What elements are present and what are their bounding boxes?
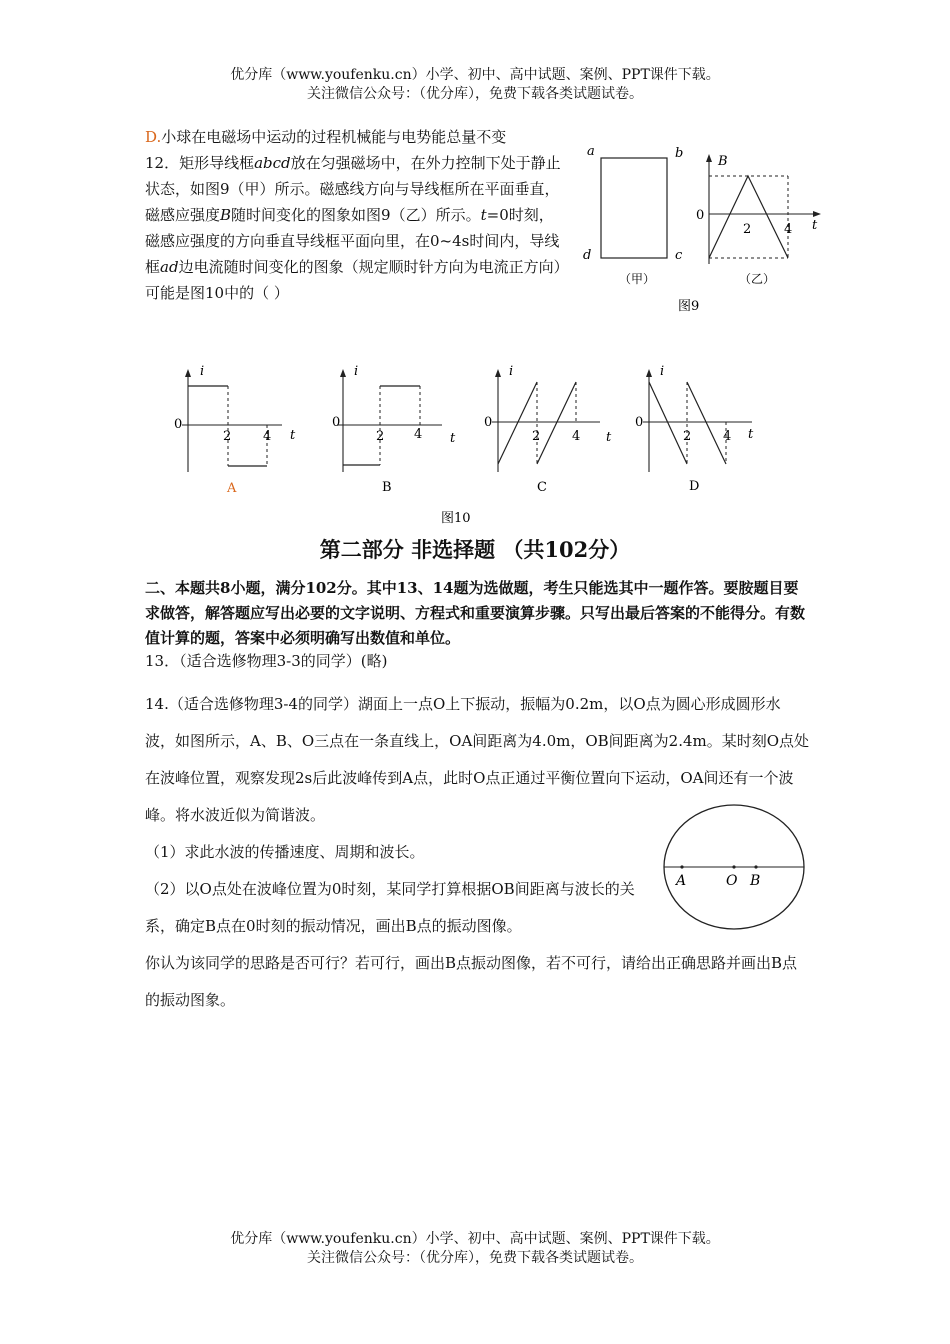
q12-part-2: 放在匀强磁场中，在外力控制下处于静止状态，如图9（甲）所示。磁感线方向与导线框所在平面垂直，磁感应强度: [145, 154, 561, 224]
graph-b-tick-2: 2: [376, 429, 385, 444]
q14-part-1: （1）求此水波的传播速度、周期和波长。: [145, 843, 425, 861]
page-footer: [0, 1230, 950, 1268]
graph-b: [332, 364, 456, 495]
q12-part-1: 矩形导线框: [179, 154, 255, 172]
header-line-1: 优分库（www.youfenku.cn）小学、初中、高中试题、案例、PPT课件下载。: [230, 67, 720, 83]
point-o-dot: [732, 865, 735, 868]
t-symbol: t: [480, 206, 487, 224]
point-o-label: O: [726, 873, 738, 889]
corner-d-label: d: [583, 248, 592, 263]
point-b-dot: [754, 865, 757, 868]
header-line-2: 关注微信公众号：（优分库），免费下载各类试题试卷。: [307, 86, 643, 102]
origin-label: 0: [696, 208, 705, 223]
graph-c-label: C: [537, 480, 547, 495]
graph-d-ramp-2: [687, 382, 726, 464]
graph-a-tick-2: 2: [223, 429, 232, 444]
graph-c-tick-4: 4: [572, 429, 581, 444]
graph-a-i-label: i: [200, 364, 205, 379]
graph-c-i-label: i: [509, 364, 514, 379]
graph-c-ramp-2: [537, 382, 576, 464]
t-axis-label: t: [812, 218, 818, 233]
corner-c-label: c: [675, 248, 683, 263]
q12-part-4: =0时刻，磁感应强度的方向垂直导线框平面向里，在0~4s时间内，导线框: [145, 206, 560, 276]
b-curve: [709, 176, 788, 258]
graph-a-t-label: t: [290, 428, 296, 443]
graph-c-origin: 0: [484, 415, 493, 430]
graph-c: [484, 364, 612, 495]
graph-c-i-arrow: [495, 369, 501, 377]
graph-a-tick-4: 4: [263, 429, 272, 444]
graph-d-label: D: [689, 479, 700, 494]
q14-part-2b: 你认为该同学的思路是否可行？若可行，画出B点振动图像，若不可行，请给出正确思路并画出B点的振动图象。: [145, 954, 798, 1009]
footer-line-2: 关注微信公众号：（优分库），免费下载各类试题试卷。: [307, 1250, 643, 1266]
graph-d: [635, 364, 754, 494]
graph-c-t-label: t: [606, 430, 612, 445]
graph-a-origin: 0: [174, 417, 183, 432]
graph-b-label: B: [382, 480, 392, 495]
page-header: [0, 66, 950, 104]
graph-a-label: A: [227, 481, 237, 496]
q12-number: 12．: [145, 154, 180, 172]
t-axis-arrow: [813, 211, 821, 217]
q11-option-d: [145, 124, 565, 150]
graph-d-tick-2: 2: [683, 429, 692, 444]
frame-name: abcd: [254, 154, 291, 172]
graph-c-ramp-1: [498, 382, 537, 464]
graph-d-t-label: t: [748, 427, 754, 442]
point-a-label: A: [676, 873, 687, 889]
q12-text: [145, 150, 565, 306]
q12-part-3: 随时间变化的图象如图9（乙）所示。: [231, 206, 481, 224]
figure-10-caption: 图10: [441, 511, 471, 526]
part-2-instructions: 二、本题共8小题，满分102分。其中13、14题为选做题，考生只能选其中一题作答。要胺题目要求做答，解答题应写出必要的文字说明、方程式和重要演算步骤。只写出最后答案的不能得分。有数值计算的题，答案中必须明确写出数值和单位。: [145, 579, 806, 647]
graph-a: [174, 364, 296, 496]
figure-9-caption: 图9: [678, 299, 700, 314]
question-12-block: [145, 124, 565, 306]
point-b-label: B: [750, 873, 761, 889]
wire-frame: [601, 158, 667, 258]
graph-b-t-label: t: [450, 431, 456, 446]
graph-c-tick-2: 2: [532, 429, 541, 444]
graph-d-i-arrow: [646, 369, 652, 377]
corner-b-label: b: [675, 146, 684, 161]
part-2-title: 第二部分 非选择题 （共102分）: [319, 537, 631, 562]
tick-4-label: 4: [784, 222, 793, 237]
graph-b-i-label: i: [354, 364, 359, 379]
b-axis-arrow: [706, 154, 712, 162]
tick-2-label: 2: [743, 222, 752, 237]
graph-d-i-label: i: [660, 364, 665, 379]
q14-intro: 14.（适合选修物理3-4的同学）湖面上一点O上下振动，振幅为0.2m，以O点为圆心形成圆形水波，如图所示，A、B、O三点在一条直线上，OA间距离为4.0m，OB间距离为2.4m。某时刻O点处在波峰位置，观察发现2s后此波峰传到A点，此时O点正通过平衡位置向下运动，OA间还有一个波峰。将水波近似为简谐波。: [145, 695, 810, 824]
b-axis-label: B: [718, 154, 728, 169]
water-wave-figure: [660, 800, 810, 935]
graph-b-origin: 0: [332, 415, 341, 430]
b-symbol: B: [220, 206, 232, 224]
graph-d-origin: 0: [635, 415, 644, 430]
edge-name: ad: [160, 258, 179, 276]
footer-line-1: 优分库（www.youfenku.cn）小学、初中、高中试题、案例、PPT课件下载。: [230, 1231, 720, 1247]
figure-10: [160, 360, 800, 530]
graph-d-ramp-1: [649, 382, 687, 464]
sub-jia-label: （甲）: [619, 272, 656, 286]
question-13: 13．（适合选修物理3-3的同学）(略): [145, 652, 388, 670]
graph-d-tick-4: 4: [723, 429, 732, 444]
q12-part-5: 边电流随时间变化的图象（规定顺时针方向为电流正方向）可能是图10中的（ ）: [145, 258, 562, 302]
q14-part-2a: （2）以O点处在波峰位置为0时刻，某同学打算根据OB间距离与波长的关系，确定B点在0时刻的振动情况，画出B点的振动图像。: [145, 880, 635, 935]
option-d-text: 小球在电磁场中运动的过程机械能与电势能总量不变: [161, 128, 507, 146]
figure-9: [575, 138, 825, 318]
graph-b-i-arrow: [340, 369, 346, 377]
graph-b-tick-4: 4: [414, 427, 423, 442]
point-a-dot: [680, 865, 683, 868]
corner-a-label: a: [587, 144, 595, 159]
graph-a-i-arrow: [185, 369, 191, 377]
option-d-letter: D.: [145, 128, 162, 146]
sub-yi-label: （乙）: [739, 272, 776, 286]
